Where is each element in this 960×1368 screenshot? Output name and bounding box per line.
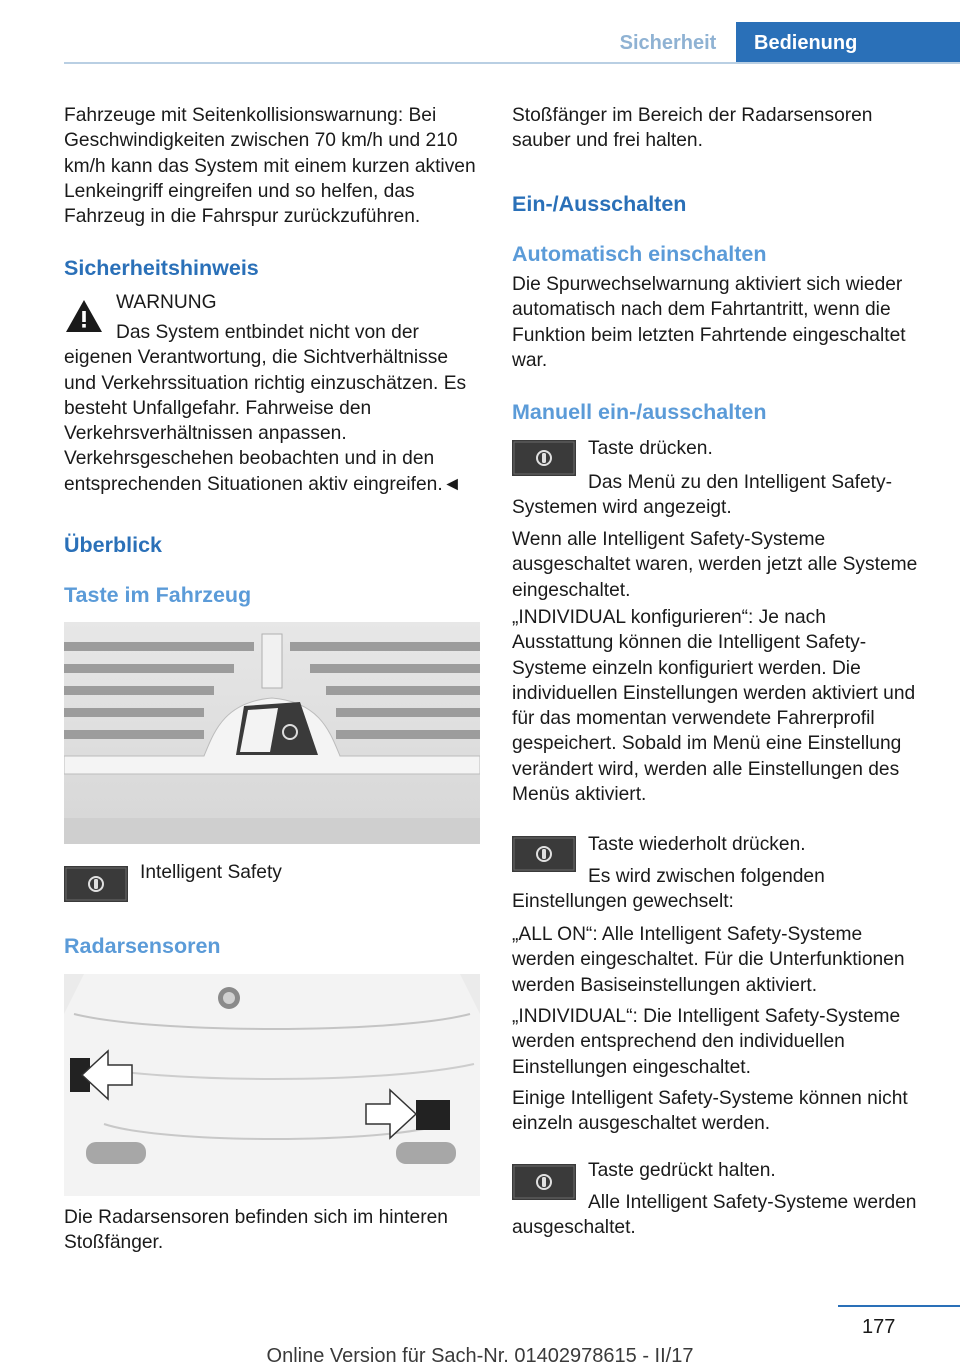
individual-paragraph: „INDIVIDUAL“: Die Intelligent Safety-Systeme werden entsprechend den individuellen Einstellungen eingeschaltet.: [512, 1006, 901, 1078]
button-caption: Intelligent Safety: [140, 862, 282, 883]
footer-rule: [838, 1305, 960, 1307]
header-tab-sicherheit[interactable]: Sicherheit: [619, 32, 717, 54]
header-tab-bedienung[interactable]: Bedienung: [736, 22, 960, 64]
intro-paragraph: Fahrzeuge mit Seitenkollisionswarnung: Bei Geschwindigkeiten zwischen 70 km/h und 210 km/h kann das System mit einem kurzen aktiven Lenkeingriff eingreifen und so helfen, das Fahrzeug in die Fahrspur zurückzuführen.: [64, 105, 476, 228]
warning-text: Das System entbindet nicht von der eigenen Verantwortung, die Sichtverhältnisse und Verkehrssituation richtig einzuschätzen. Es besteht Unfallgefahr. Fahrweise den Verkehrsverhältnissen anpassen. Verkehrsgeschehen beobachten und in den entsprechenden Situationen aktiv eingreifen.◄: [64, 322, 467, 495]
page-number: 177: [862, 1316, 896, 1338]
all-on-paragraph: „ALL ON“: Alle Intelligent Safety-Systeme werden eingeschaltet. Für die Unterfunktionen werden Basiseinstellungen aktiviert.: [512, 924, 905, 996]
radar-paragraph: Die Radarsensoren befinden sich im hinteren Stoßfänger.: [64, 1207, 448, 1254]
vehicle-button-photo: [64, 622, 480, 844]
individual-config-paragraph: „INDIVIDUAL konfigurieren“: Je nach Ausstattung können die Intelligent Safety-Systeme einzeln konfiguriert werden. Die individuellen Einstellungen werden aktiviert und für das momentan verwendete Fahrerprofil gespeichert. Sobald im Menü eine Einstellung verändert wird, werden alle Einstellungen des Menüs aktiviert.: [512, 607, 916, 806]
auto-heading: Automatisch einschalten: [512, 242, 767, 266]
all-off-final-paragraph: Alle Intelligent Safety-Systeme werden ausgeschaltet.: [512, 1192, 917, 1239]
toggle-paragraph: Es wird zwischen folgenden Einstellungen gewechselt:: [512, 866, 825, 913]
safety-heading: Sicherheitshinweis: [64, 256, 259, 280]
press-key-text: Taste drücken.: [588, 438, 713, 459]
warning-label: WARNUNG: [116, 292, 217, 313]
overview-heading: Überblick: [64, 533, 162, 557]
auto-paragraph: Die Spurwechselwarnung aktiviert sich wieder automatisch nach dem Fahrtantritt, wenn die Funktion beim letzten Fahrtende eingeschaltet war.: [512, 274, 906, 371]
online-version-note: Online Version für Sach-Nr. 01402978615 - II/17: [266, 1345, 694, 1367]
menu-paragraph: Das Menü zu den Intelligent Safety-Systemen wird angezeigt.: [512, 472, 892, 519]
onoff-heading: Ein-/Ausschalten: [512, 192, 687, 216]
key-heading: Taste im Fahrzeug: [64, 583, 252, 607]
manual-heading: Manuell ein-/ausschalten: [512, 400, 767, 424]
bumper-paragraph: Stoßfänger im Bereich der Radarsensoren sauber und frei halten.: [512, 105, 873, 152]
header-rule: [64, 62, 960, 64]
hold-key-text: Taste gedrückt halten.: [588, 1160, 776, 1181]
press-again-text: Taste wiederholt drücken.: [588, 834, 806, 855]
all-off-paragraph: Wenn alle Intelligent Safety-Systeme ausgeschaltet waren, werden jetzt alle Systeme eingeschaltet.: [512, 529, 918, 601]
intelligent-safety-button-icon: [64, 866, 128, 902]
rear-bumper-photo: [64, 974, 480, 1196]
some-systems-paragraph: Einige Intelligent Safety-Systeme können nicht einzeln ausgeschaltet werden.: [512, 1088, 908, 1135]
radar-heading: Radarsensoren: [64, 934, 221, 958]
